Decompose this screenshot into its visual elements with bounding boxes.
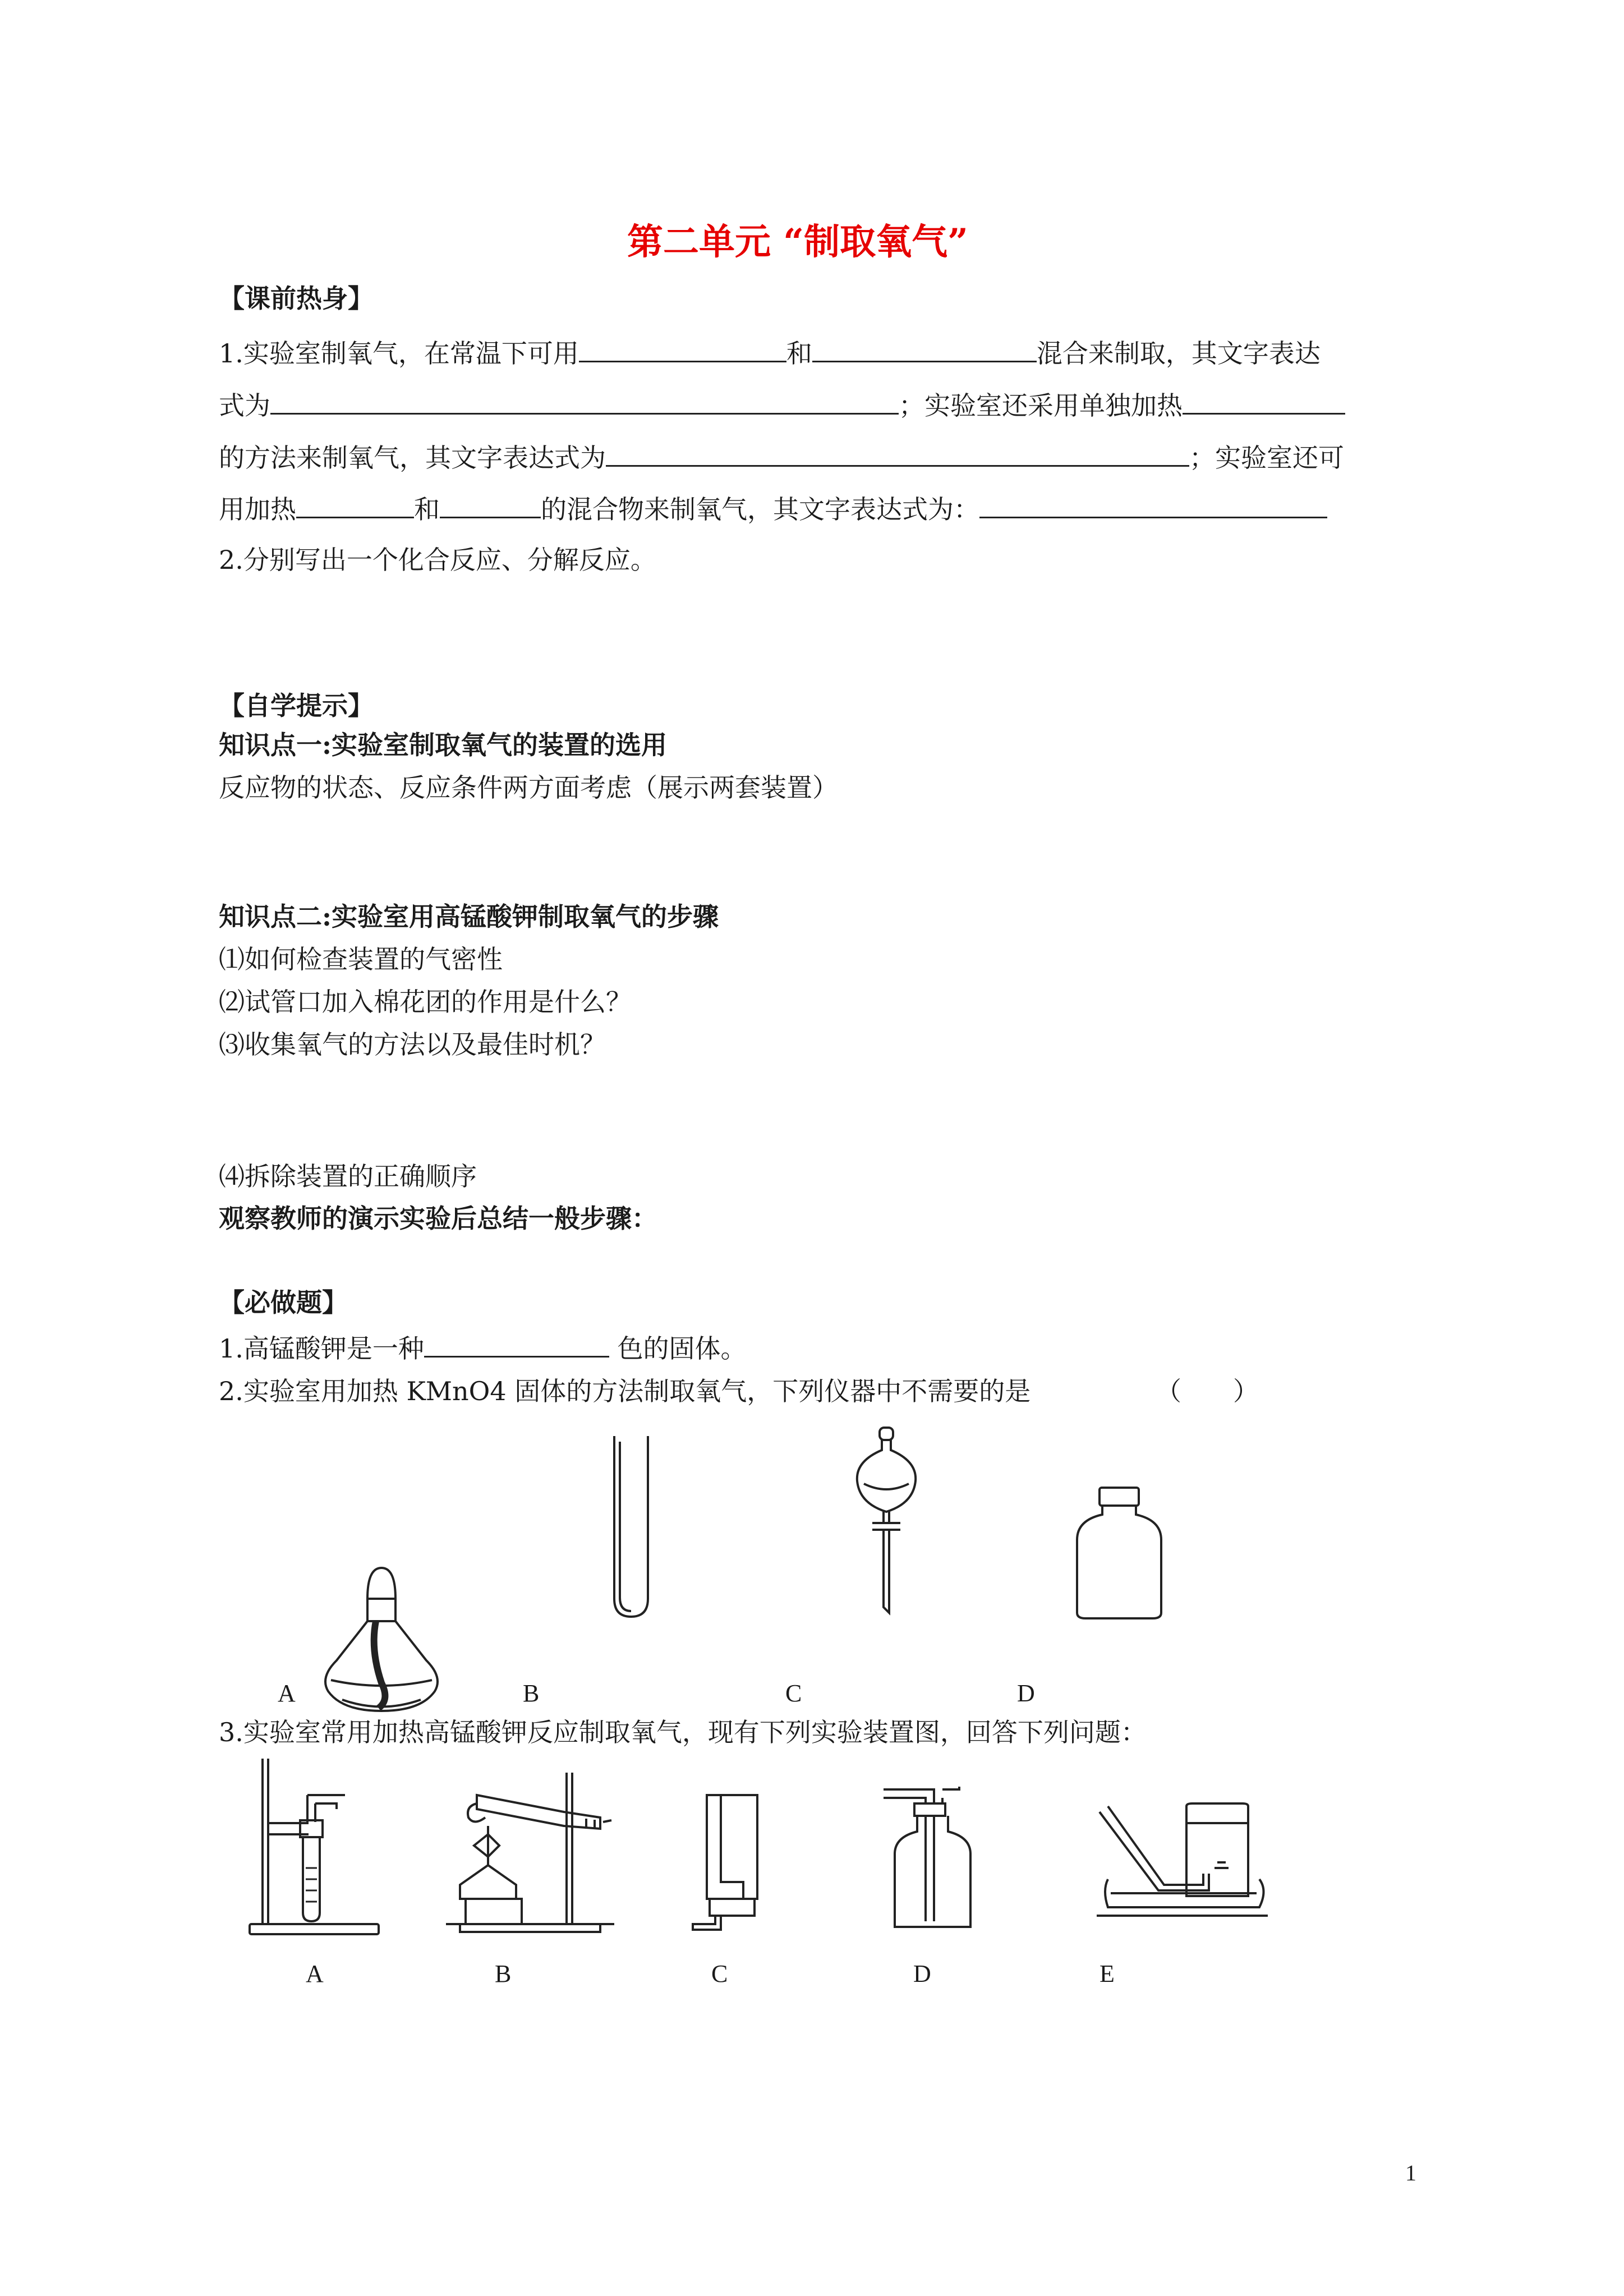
k2-item: ⑵试管口加入棉花团的作用是什么？: [219, 987, 632, 1017]
apparatus-a-icon: [247, 1756, 381, 1935]
warmup-q2: 2.分别写出一个化合反应、分解反应。: [219, 545, 656, 575]
option-label: B: [495, 1960, 512, 1987]
warmup-q1-line2: 式为 ；实验室还采用单独加热: [219, 389, 1345, 422]
gas-bottle-icon: [1074, 1487, 1164, 1621]
k1-text: 反应物的状态、反应条件两方面考虑（展示两套装置）: [219, 772, 838, 803]
page-number: 1: [1405, 2160, 1416, 2185]
required-q2: 2.实验室用加热 KMnO4 固体的方法制取氧气，下列仪器中不需要的是: [219, 1376, 1031, 1406]
option-label: B: [523, 1680, 540, 1707]
k2-item: ⑶收集氧气的方法以及最佳时机？: [219, 1029, 606, 1060]
blank[interactable]: [440, 494, 541, 518]
required-heading: 【必做题】: [219, 1287, 348, 1318]
answer-paren: （ ）: [1156, 1376, 1259, 1406]
separatory-funnel-icon: [853, 1428, 920, 1618]
apparatus-d-icon: [881, 1787, 982, 1932]
required-q3: 3.实验室常用加热高锰酸钾反应制取氧气，现有下列实验装置图，回答下列问题：: [219, 1717, 1147, 1747]
observe-note: 观察教师的演示实验后总结一般步骤：: [219, 1203, 657, 1234]
option-label: C: [711, 1960, 728, 1987]
page-title: 第二单元 “制取氧气”: [627, 221, 968, 263]
required-q1: 1.高锰酸钾是一种 色的固体。: [219, 1333, 747, 1364]
blank[interactable]: [579, 338, 786, 362]
apparatus-b-icon: [443, 1773, 617, 1935]
blank[interactable]: [606, 443, 1189, 467]
option-label: E: [1099, 1960, 1115, 1987]
warmup-q1-line4: 用加热 和 的混合物来制氧气，其文字表达式为：: [219, 493, 1327, 526]
k2-title: 知识点二:实验室用高锰酸钾制取氧气的步骤: [219, 901, 719, 932]
option-label: A: [306, 1960, 324, 1987]
blank[interactable]: [270, 390, 899, 415]
option-label: D: [913, 1960, 931, 1987]
blank[interactable]: [812, 338, 1037, 362]
k2-item: ⑷拆除装置的正确顺序: [219, 1161, 477, 1191]
blank[interactable]: [979, 494, 1327, 518]
blank[interactable]: [1183, 390, 1345, 415]
option-label: D: [1017, 1680, 1035, 1707]
k1-title: 知识点一:实验室制取氧气的装置的选用: [219, 730, 667, 760]
selfstudy-heading: 【自学提示】: [219, 691, 374, 721]
apparatus-c-icon: [690, 1792, 769, 1932]
warmup-heading: 【课前热身】: [219, 283, 374, 314]
warmup-q1-line1: 1.实验室制氧气，在常温下可用 和 混合来制取，其文字表达: [219, 338, 1321, 369]
option-label: C: [785, 1680, 802, 1707]
k2-item: ⑴如何检查装置的气密性: [219, 944, 503, 974]
test-tube-icon: [606, 1436, 656, 1621]
blank[interactable]: [296, 494, 414, 518]
warmup-q1-line3: 的方法来制氧气，其文字表达式为 ；实验室还可: [219, 443, 1344, 473]
option-label: A: [278, 1680, 296, 1707]
apparatus-e-icon: [1097, 1801, 1271, 1930]
blank[interactable]: [424, 1333, 609, 1358]
